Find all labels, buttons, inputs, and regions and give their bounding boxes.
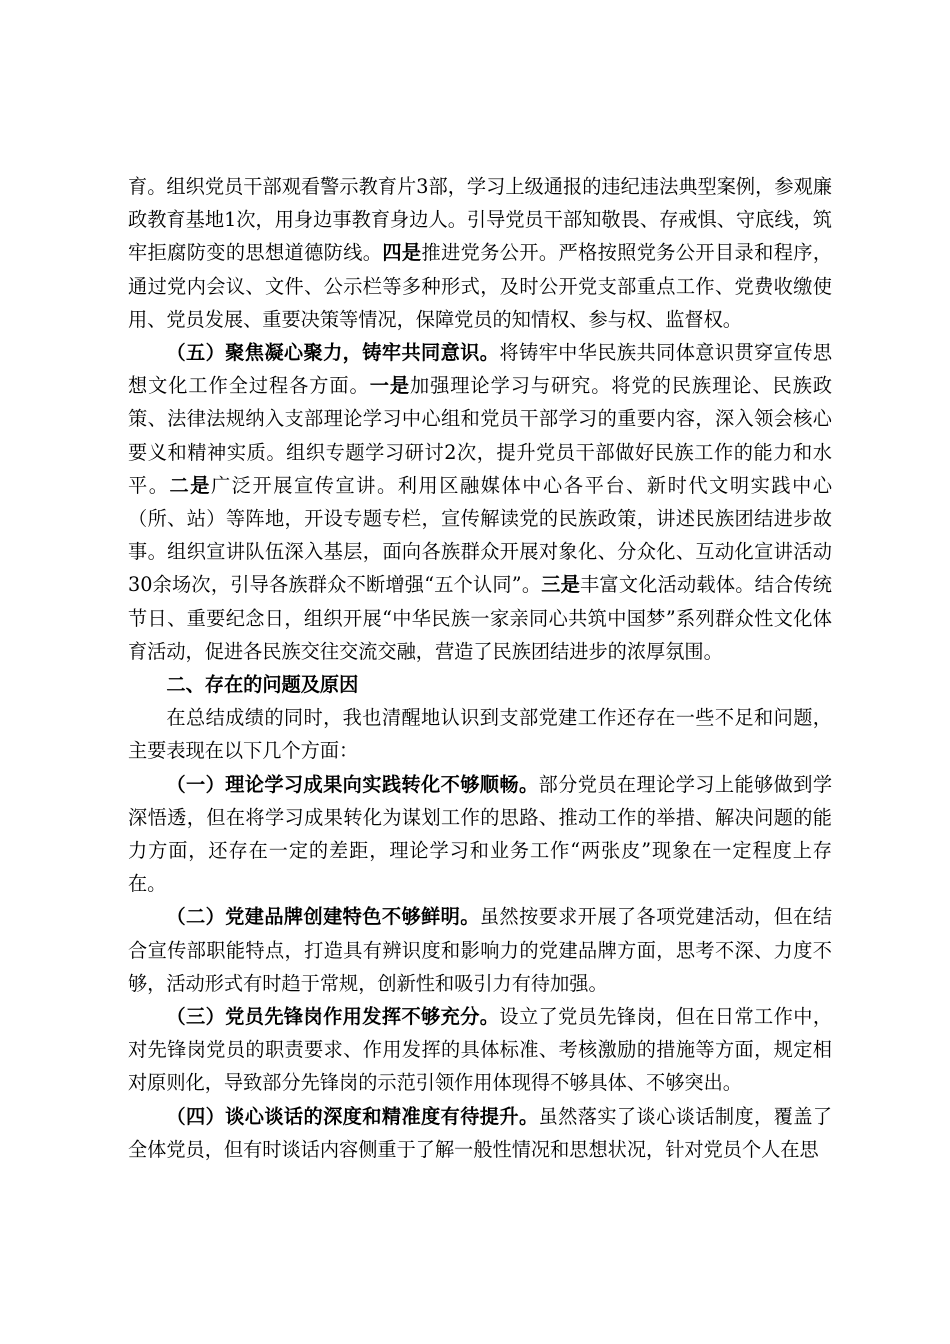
paragraph-problem-4 [128,1100,832,1166]
paragraph-party-affairs [128,170,832,336]
subheading: （五）聚焦凝心聚力，铸牢共同意识。 [166,341,500,365]
paragraph-text: 加强理论学习与研究。将党的民族理论、民族政策、法律法规纳入支部理论学习中心组和党员干部学习的重要内容，深入领会核心要义和精神实质。组织专题学习研讨2次，提升党员干部做好民族工作的能力和水平。 [128,374,833,497]
paragraph-text: 部分党员在理论学习上能够做到学深悟透，但在将学习成果转化为谋划工作的思路、推动工作的举措、解决问题的能力方面，还存在一定的差距，理论学习和业务工作“两张皮”现象在一定程度上存在。 [128,772,833,896]
paragraph-problem-1 [128,768,832,901]
paragraph-text: 虽然按要求开展了各项党建活动，但在结合宣传部职能特点，打造具有辨识度和影响力的党建品牌方面，思考不深、力度不够，活动形式有时趋于常规，创新性和吸引力有待加强。 [128,905,833,995]
paragraph-problem-2 [128,900,832,1000]
paragraph-text: 将铸牢中华民族共同体意识贯穿宣传思想文化工作全过程各方面。 [128,341,833,398]
paragraph-text: 丰富文化活动载体。结合传统节日、重要纪念日，组织开展“中华民族一家亲同心共筑中国梦”系列群众性文化体育活动，促进各民族交往交流交融，营造了民族团结进步的浓厚氛围。 [128,573,832,663]
bold-marker: 四是 [382,241,422,265]
subheading: （四）谈心谈话的深度和精准度有待提升。 [166,1104,539,1128]
paragraph-text: 育。组织党员干部观看警示教育片3部，学习上级通报的违纪违法典型案例，参观廉政教育基地1次，用身边事教育身边人。引导党员干部知敬畏、存戒惧、守底线，筑牢拒腐防变的思想道德防线。 [128,175,832,265]
document-body [128,170,832,1166]
subheading: （二）党建品牌创建特色不够鲜明。 [166,905,480,929]
bold-marker: 一是 [369,374,410,398]
bold-marker: 二是 [169,473,212,497]
section-heading: 二、存在的问题及原因 [166,673,359,697]
paragraph-text: 推进党务公开。严格按照党务公开目录和程序，通过党内会议、文件、公示栏等多种形式，及时公开党支部重点工作、党费收缴使用、党员发展、重要决策等情况，保障党员的知情权、参与权、监督权。 [128,241,833,331]
paragraph-section-five [128,336,832,668]
paragraph-text: 广泛开展宣传宣讲。利用区融媒体中心各平台、新时代文明实践中心（所、站）等阵地，开设专题专栏，宣传解读党的民族政策，讲述民族团结进步故事。组织宣讲队伍深入基层，面向各族群众开展对象化、分众化、互动化宣讲活动30余场次，引导各族群众不断增强“五个认同”。 [128,473,833,597]
subheading: （三）党员先锋岗作用发挥不够充分。 [166,1005,500,1029]
bold-marker: 三是 [541,573,581,597]
paragraph-text: 设立了党员先锋岗，但在日常工作中，对先锋岗党员的职责要求、作用发挥的具体标准、考核激励的措施等方面，规定相对原则化，导致部分先锋岗的示范引领作用体现得不够具体、不够突出。 [128,1005,833,1095]
paragraph-text: 虽然落实了谈心谈话制度，覆盖了全体党员，但有时谈话内容侧重于了解一般性情况和思想状况，针对党员个人在思 [128,1104,833,1161]
subheading: （一）理论学习成果向实践转化不够顺畅。 [166,772,539,796]
paragraph-intro: 在总结成绩的同时，我也清醒地认识到支部党建工作还存在一些不足和问题，主要表现在以下几个方面： [128,706,832,763]
paragraph-problem-3 [128,1000,832,1100]
